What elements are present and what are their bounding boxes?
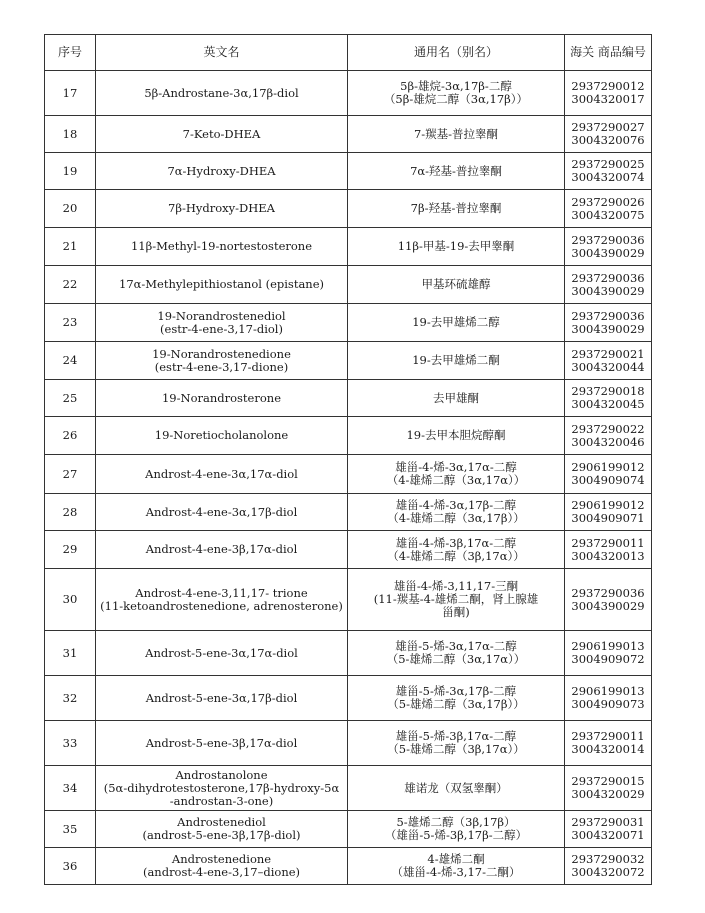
customs-code [565, 417, 652, 455]
common-name-line: （5-雄烯二醇（3β,17α）） [387, 742, 525, 756]
common-name [348, 766, 565, 811]
common-name [348, 848, 565, 885]
customs-code [565, 266, 652, 304]
customs-code [565, 116, 652, 153]
row-number: 36 [45, 848, 96, 885]
customs-code [565, 380, 652, 417]
customs-code-line: 3004909072 [571, 652, 645, 666]
row-number: 24 [45, 342, 96, 380]
common-name-line: 雄甾-4-烯-3β,17α-二醇 [395, 535, 517, 550]
common-name [348, 71, 565, 116]
row-number: 33 [45, 721, 96, 766]
common-name-line: 雄甾-5-烯-3α,17β-二醇 [395, 684, 517, 698]
row-number: 18 [45, 116, 96, 153]
english-name [96, 455, 348, 494]
customs-code-line: 3004320045 [571, 397, 645, 411]
customs-code [565, 531, 652, 569]
english-name [96, 631, 348, 676]
common-name-line: 雄诺龙（双氢睾酮） [404, 780, 508, 795]
row-number: 23 [45, 304, 96, 342]
table-row [45, 494, 652, 531]
table-row [45, 721, 652, 766]
customs-code-line: 3004320072 [571, 865, 645, 879]
english-name [96, 721, 348, 766]
english-name [96, 569, 348, 631]
row-number: 25 [45, 380, 96, 417]
customs-code [565, 569, 652, 631]
customs-code-line: 2906199012 [571, 498, 645, 512]
customs-code [565, 190, 652, 228]
common-name [348, 153, 565, 190]
english-name-line: (estr-4-ene-3,17-diol) [160, 321, 283, 336]
customs-code [565, 342, 652, 380]
english-name-line: Androstenediol [177, 815, 266, 829]
customs-code [565, 494, 652, 531]
customs-code [565, 848, 652, 885]
common-name [348, 494, 565, 531]
customs-code-line: 3004320017 [571, 92, 645, 106]
english-name [96, 266, 348, 304]
common-name-line: 4-雄烯二酮 [427, 852, 485, 866]
english-name-line: 17α-Methylepithiostanol (epistane) [119, 277, 324, 291]
common-name [348, 417, 565, 455]
common-name-line: 5-雄烯二醇（3β,17β） [396, 815, 516, 829]
english-name-line: 19-Norandrostenediol [157, 308, 286, 323]
table-row [45, 153, 652, 190]
customs-code-line: 3004320029 [571, 787, 645, 801]
customs-code-line: 2937290025 [571, 157, 645, 171]
common-name-line: 雄甾-4-烯-3α,17β-二醇 [395, 498, 517, 512]
common-name [348, 116, 565, 153]
customs-code-line: 2937290015 [571, 774, 645, 788]
common-name-line: （4-雄烯二醇（3α,17β）） [387, 511, 525, 525]
customs-code-line: 2937290036 [571, 308, 645, 323]
english-name-line: -androstan-3-one) [169, 793, 274, 808]
english-name-line: (5α-dihydrotestosterone,17β-hydroxy-5α [103, 780, 340, 795]
header-row [45, 35, 652, 71]
english-name-line: Androst-4-ene-3β,17α-diol [145, 542, 298, 556]
customs-code-line: 2906199013 [571, 639, 645, 653]
english-name [96, 228, 348, 266]
customs-code-line: 2937290022 [571, 421, 645, 436]
english-name-line: 7-Keto-DHEA [182, 126, 261, 141]
customs-code-line: 2937290026 [571, 194, 645, 209]
common-name-line: （4-雄烯二醇（3α,17α）） [386, 473, 526, 487]
english-name-line: 19-Norandrostenedione [152, 346, 291, 361]
customs-code-line: 3004390029 [571, 245, 645, 260]
customs-code [565, 71, 652, 116]
customs-code-line: 2937290027 [571, 120, 645, 134]
table-row [45, 569, 652, 631]
english-name-line: (11-ketoandrostenedione, adrenosterone) [100, 598, 343, 613]
common-name-line: 甾酮) [442, 605, 470, 619]
common-name-line: 甲基环硫雄醇 [421, 277, 491, 291]
english-name [96, 380, 348, 417]
english-name [96, 417, 348, 455]
customs-code-line: 3004909071 [571, 511, 645, 525]
customs-code-line: 3004390029 [571, 321, 645, 336]
english-name-line: Androst-5-ene-3α,17β-diol [145, 690, 298, 705]
row-number: 26 [45, 417, 96, 455]
common-name-line: 雄甾-5-烯-3β,17α-二醇 [395, 729, 517, 743]
common-name-line: （雄甾-4-烯-3,17-二酮） [391, 865, 521, 879]
common-name-line: 雄甾-4-烯-3α,17α-二醇 [395, 460, 517, 474]
english-name [96, 71, 348, 116]
common-name [348, 569, 565, 631]
customs-code-line: 3004909073 [571, 697, 645, 711]
english-name-line: 19-Norandrosterone [161, 390, 281, 405]
common-name [348, 455, 565, 494]
row-number: 32 [45, 676, 96, 721]
table-row [45, 304, 652, 342]
substance-table [44, 34, 652, 885]
customs-code-line: 3004320076 [571, 133, 645, 147]
customs-code-line: 3004390029 [571, 598, 645, 613]
customs-code-line: 2937290018 [571, 384, 645, 398]
table-row [45, 848, 652, 885]
row-number: 31 [45, 631, 96, 676]
row-number: 21 [45, 228, 96, 266]
customs-code [565, 304, 652, 342]
english-name-line: (estr-4-ene-3,17-dione) [154, 359, 289, 374]
customs-code [565, 766, 652, 811]
common-name [348, 811, 565, 848]
customs-code-line: 3004320013 [571, 548, 645, 563]
row-number: 20 [45, 190, 96, 228]
row-number: 19 [45, 153, 96, 190]
customs-code-line: 2937290036 [571, 232, 645, 247]
english-name [96, 190, 348, 228]
common-name-line: 去甲雄酮 [433, 390, 479, 405]
customs-code-line: 3004320046 [571, 434, 645, 449]
english-name-line: Androst-5-ene-3α,17α-diol [145, 645, 298, 660]
english-name-line: Androst-5-ene-3β,17α-diol [145, 735, 298, 750]
english-name-line: 5β-Androstane-3α,17β-diol [144, 85, 299, 100]
table-row [45, 811, 652, 848]
row-number: 34 [45, 766, 96, 811]
customs-code [565, 153, 652, 190]
table-row [45, 766, 652, 811]
common-name-line: 11β-甲基-19-去甲睾酮 [397, 239, 515, 253]
common-name-line: 19-去甲本胆烷醇酮 [406, 428, 506, 442]
common-name-line: 19-去甲雄烯二酮 [412, 353, 500, 367]
customs-code-line: 2937290036 [571, 270, 645, 285]
english-name-line: 11β-Methyl-19-nortestosterone [130, 239, 313, 253]
english-name-line: Androstanolone [175, 767, 268, 782]
english-name-line: (androst-5-ene-3β,17β-diol) [142, 828, 301, 842]
customs-code-line: 2937290032 [571, 852, 645, 866]
customs-code-line: 2937290021 [571, 346, 645, 361]
common-name [348, 342, 565, 380]
english-name-line: 19-Noretiocholanolone [154, 428, 289, 442]
customs-code-line: 3004320074 [571, 170, 645, 184]
customs-code [565, 721, 652, 766]
english-name [96, 766, 348, 811]
row-number: 22 [45, 266, 96, 304]
english-name [96, 153, 348, 190]
table-row [45, 455, 652, 494]
row-number: 27 [45, 455, 96, 494]
row-number: 29 [45, 531, 96, 569]
table-row [45, 116, 652, 153]
row-number: 28 [45, 494, 96, 531]
english-name-line: 7α-Hydroxy-DHEA [167, 163, 276, 178]
common-name-line: 7β-羟基-普拉睾酮 [410, 201, 502, 215]
english-name-line: Androst-4-ene-3α,17β-diol [145, 504, 298, 519]
table-row [45, 228, 652, 266]
english-name-line: 7β-Hydroxy-DHEA [168, 201, 275, 215]
common-name-line: （5-雄烯二醇（3α,17β）） [387, 697, 525, 711]
english-name [96, 304, 348, 342]
row-number: 35 [45, 811, 96, 848]
common-name [348, 531, 565, 569]
header-customs-line1: 海关 [570, 45, 595, 59]
customs-code-line: 3004320075 [571, 207, 645, 222]
table-row [45, 71, 652, 116]
common-name-line: 5β-雄烷-3α,17β-二醇 [400, 79, 512, 93]
customs-code [565, 631, 652, 676]
english-name [96, 116, 348, 153]
common-name [348, 228, 565, 266]
header-english-name: 英文名 [96, 35, 348, 71]
customs-code-line: 3004909074 [571, 473, 645, 487]
customs-code-line: 2937290031 [571, 815, 645, 829]
row-number: 17 [45, 71, 96, 116]
customs-code-line: 2937290011 [571, 729, 645, 743]
common-name-line: （5β-雄烷二醇（3α,17β）） [383, 92, 529, 106]
customs-code-line: 3004320014 [571, 742, 645, 756]
table-row [45, 266, 652, 304]
common-name-line: (11-羰基-4-雄烯二酮，肾上腺雄 [373, 592, 539, 606]
header-customs-line2: 商品编号 [597, 45, 646, 59]
customs-code-line: 2906199012 [571, 460, 645, 474]
english-name [96, 811, 348, 848]
header-no: 序号 [45, 35, 96, 71]
english-name-line: Androst-4-ene-3α,17α-diol [145, 466, 298, 481]
table-row [45, 676, 652, 721]
common-name [348, 721, 565, 766]
table-row [45, 342, 652, 380]
customs-code-line: 3004320044 [571, 359, 645, 374]
table-row [45, 631, 652, 676]
common-name-line: （5-雄烯二醇（3α,17α）） [386, 652, 526, 666]
customs-code-line: 2937290011 [571, 535, 645, 550]
customs-code [565, 676, 652, 721]
customs-code-line: 3004390029 [571, 283, 645, 298]
english-name-line: Androstenedione [171, 852, 272, 866]
customs-code-line: 2937290012 [571, 79, 645, 93]
customs-code [565, 228, 652, 266]
common-name-line: 19-去甲雄烯二醇 [412, 315, 500, 329]
customs-code [565, 811, 652, 848]
table-row [45, 190, 652, 228]
table-row [45, 417, 652, 455]
english-name [96, 848, 348, 885]
common-name [348, 380, 565, 417]
common-name-line: （雄甾-5-烯-3β,17β-二醇） [384, 828, 528, 842]
english-name [96, 494, 348, 531]
customs-code [565, 455, 652, 494]
english-name [96, 676, 348, 721]
header-common-name: 通用名（别名） [348, 35, 565, 71]
common-name-line: 雄甾-5-烯-3α,17α-二醇 [395, 639, 517, 653]
table-row [45, 380, 652, 417]
common-name-line: 7α-羟基-普拉睾酮 [410, 163, 502, 178]
customs-code-line: 3004320071 [571, 828, 645, 842]
common-name [348, 266, 565, 304]
common-name [348, 676, 565, 721]
common-name [348, 190, 565, 228]
customs-code-line: 2906199013 [571, 684, 645, 698]
common-name [348, 631, 565, 676]
common-name-line: 7-羰基-普拉睾酮 [413, 126, 499, 141]
english-name [96, 342, 348, 380]
english-name-line: (androst-4-ene-3,17–dione) [142, 865, 301, 879]
common-name-line: 雄甾-4-烯-3,11,17-三酮 [393, 579, 519, 593]
row-number: 30 [45, 569, 96, 631]
header-customs-code [565, 35, 652, 71]
english-name-line: Androst-4-ene-3,11,17- trione [135, 585, 308, 600]
common-name [348, 304, 565, 342]
customs-code-line: 2937290036 [571, 585, 645, 600]
table-row [45, 531, 652, 569]
english-name [96, 531, 348, 569]
common-name-line: （4-雄烯二醇（3β,17α）） [387, 548, 525, 563]
